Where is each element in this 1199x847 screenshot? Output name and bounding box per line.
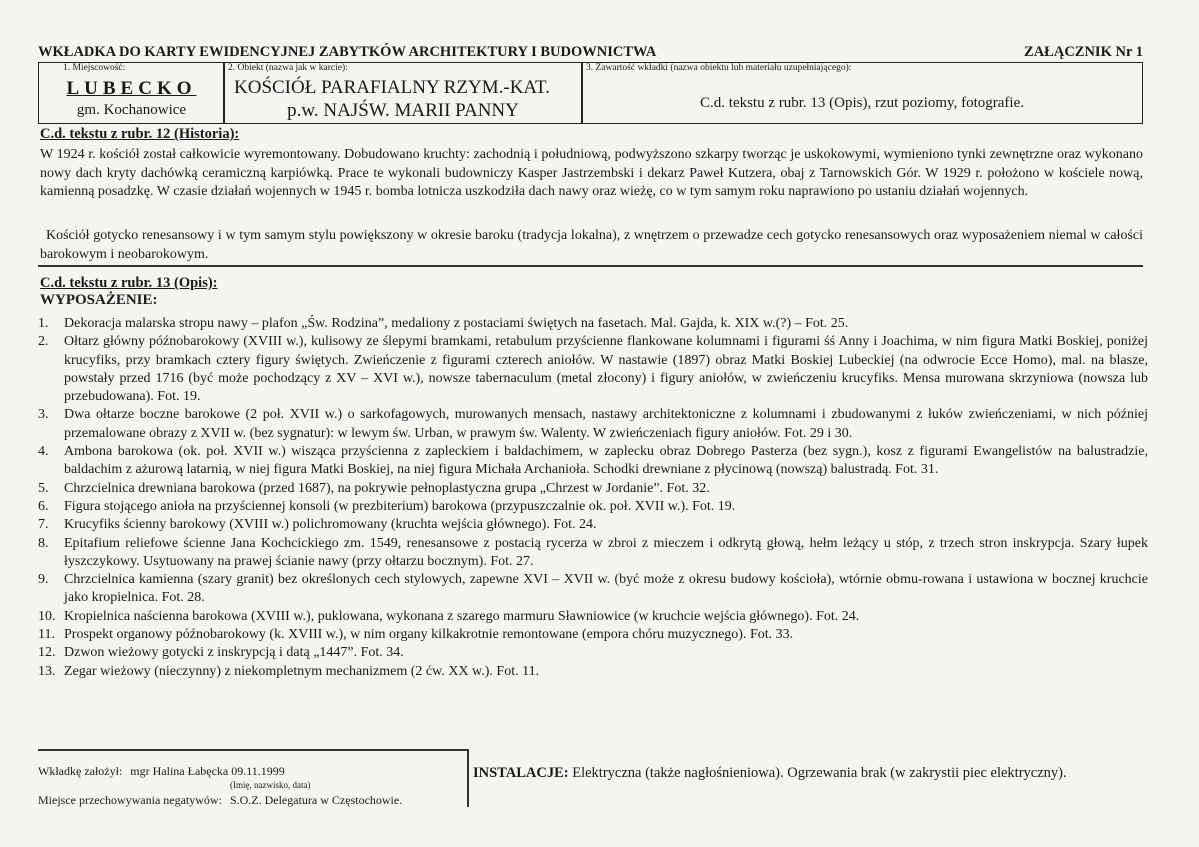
description-heading: C.d. tekstu z rubr. 13 (Opis): [40, 275, 218, 291]
equipment-item-text: Kropielnica naścienna barokowa (XVIII w.), puklowana, wykonana z szarego marmuru Sławniowice (w kruchcie wejścia głównego). Fot. 24. [64, 608, 860, 624]
installations-label: INSTALACJE: [473, 765, 569, 781]
equipment-item [38, 571, 1148, 608]
storage-line [38, 793, 402, 808]
author-value: mgr Halina Łabęcka 09.11.1999 [130, 764, 285, 778]
equipment-item [38, 516, 1148, 534]
equipment-item-text: Ambona barokowa (ok. poł. XVII w.) wisząca przyścienna z zapleckiem i baldachimem, w zaplecku obraz Dobrego Pasterza (bez sygn.), kosz z figurami Ewangelistów na balustradzie, baldachim z ażurową latarnią, w niej figura Matki Boskiej, na niej figura Michała Archanioła. Schodki drewniane z płycinową (nowszą) balustradą. Fot. 31. [64, 444, 1148, 478]
field-object [223, 62, 583, 124]
field-contents [581, 62, 1143, 124]
equipment-item-number: 4. [38, 444, 49, 460]
equipment-item [38, 443, 1148, 480]
equipment-item-text: Ołtarz główny późnobarokowy (XVIII w.), kulisowy ze ślepymi bramkami, retabulum przyścienne flankowane kolumnami i figurami śś Anny i Joachima, w nim figura Matki Boskiej, poniżej krucyfiks, przy bramkach cztery figury świętych. Zwieńczenie z figurami czterech aniołów. W nastawie (1897) obraz Matki Boskiej Lubeckiej (na odwrocie Ecce Homo), mal. na blasze, powstały przed 1716 (być może pochodzący z XV – XVI w.), nowsze tabernaculum (metal złocony) i figury aniołów, w zwieńczeniu krucyfiks. Mensa murowana skrzyniowa (nowsza lub przebudowana). Fot. 19. [64, 334, 1148, 405]
field-object-label: 2. Obiekt (nazwa jak w karcie): [228, 63, 348, 73]
footer-vertical-divider [467, 749, 469, 807]
equipment-item-number: 1. [38, 316, 49, 331]
history-heading: C.d. tekstu z rubr. 12 (Historia): [40, 126, 240, 142]
equipment-item-number: 7. [38, 517, 49, 533]
equipment-item [38, 644, 1148, 662]
equipment-item [38, 608, 1148, 626]
equipment-item-text: Zegar wieżowy (nieczynny) z niekompletnym mechanizmem (2 ćw. XX w.). Fot. 11. [64, 663, 540, 679]
author-hint: (Imię, nazwisko, data) [230, 780, 311, 790]
equipment-item-number: 12. [38, 645, 56, 661]
equipment-item-text: Dwa ołtarze boczne barokowe (2 poł. XVII w.) o sarkofagowych, murowanych mensach, nastawy architektoniczne z kolumnami i zbudowanymi z łuków zwieńczeniami, w nich później przemalowane obrazy z XVII w. (bez sygnatur): w lewym św. Urban, w prawym św. Walenty. W zwieńczeniach figury aniołów. Fot. 29 i 30. [64, 407, 1148, 441]
equipment-item-number: 6. [38, 498, 49, 514]
storage-value: S.O.Z. Delegatura w Częstochowie. [229, 793, 403, 807]
equipment-item-number: 9. [38, 572, 49, 588]
equipment-item-number: 2. [38, 334, 49, 350]
equipment-item [38, 498, 1148, 516]
equipment-item-text: Chrzcielnica kamienna (szary granit) bez określonych cech stylowych, zapewne XVI – XVII w. (być może z okresu budowy kościoła), wtórnie obmu-rowana i ustawiona w bocznej kruchcie jako kropielnica. Fot. 28. [64, 572, 1148, 606]
equipment-item-text: Dekoracja malarska stropu nawy – plafon „Św. Rodzina”, medaliony z postaciami świętych na fasetach. Mal. Gajda, k. XIX w.(?) – Fot. 25. [64, 316, 849, 331]
equipment-item-text: Figura stojącego anioła na przyściennej konsoli (w prezbiterium) barokowa (przypuszczalnie ok. poł. XVII w.). Fot. 19. [64, 498, 736, 514]
locality-value: LUBECKO [66, 78, 197, 99]
installations-text: Elektryczna (także nagłośnieniowa). Ogrzewania brak (w zakrystii piec elektryczny). [572, 765, 1067, 781]
field-locality [38, 62, 225, 124]
equipment-item-number: 8. [38, 535, 49, 551]
equipment-item-text: Prospekt organowy późnobarokowy (k. XVIII w.), w nim organy kilkakrotnie remontowane (empora chóru muzycznego). Fot. 33. [64, 627, 794, 643]
equipment-item [38, 315, 1148, 333]
equipment-item-number: 3. [38, 407, 49, 423]
equipment-item [38, 626, 1148, 644]
field-locality-label: 1. Miejscowość: [63, 63, 126, 73]
equipment-item [38, 663, 1148, 681]
footer-divider-left [38, 749, 468, 751]
section-divider [38, 265, 1143, 267]
field-contents-label: 3. Zawartość wkładki (nazwa obiektu lub materiału uzupełniającego): [586, 63, 852, 73]
equipment-item-text: Dzwon wieżowy gotycki z inskrypcją i datą „1447”. Fot. 34. [64, 645, 404, 661]
object-name-line2: p.w. NAJŚW. MARII PANNY [287, 100, 519, 121]
annex-label: ZAŁĄCZNIK Nr 1 [1024, 44, 1143, 60]
object-name-line1: KOŚCIÓŁ PARAFIALNY RZYM.-KAT. [234, 77, 550, 98]
contents-value: C.d. tekstu z rubr. 13 (Opis), rzut poziomy, fotografie. [700, 95, 1024, 111]
author-label: Wkładkę założył: [38, 764, 123, 778]
equipment-heading: WYPOSAŻENIE: [40, 292, 158, 308]
header [38, 44, 1143, 62]
history-paragraph-2: Kościół gotycko renesansowy i w tym samym stylu powiększony w okresie baroku (tradycja lokalna), z wnętrzem o przewadze cech gotycko renesansowych oraz wyposażeniem niemal w całości barokowym i neobarokowym. [40, 228, 1143, 262]
equipment-item [38, 535, 1148, 572]
equipment-item-text: Epitafium reliefowe ścienne Jana Kochcickiego zm. 1549, renesansowe z postacią rycerza w zbroi z mieczem i odkrytą głową, hełm leżący u stóp, z trzech stron inskrypcja. Szary łupek łyszczykowy. Usytuowany na prawej ścianie nawy (przy ołtarzu bocznym). Fot. 27. [64, 535, 1148, 569]
municipality: gm. Kochanowice [76, 102, 187, 118]
equipment-item-text: Krucyfiks ścienny barokowy (XVIII w.) polichromowany (kruchta wejścia głównego). Fot. 24. [64, 517, 597, 533]
equipment-item [38, 480, 1148, 498]
installations [473, 764, 1149, 783]
equipment-list [38, 315, 1148, 681]
history-paragraph-1: W 1924 r. kościół został całkowicie wyremontowany. Dobudowano kruchty: zachodnią i południową, podwyższono szkarpy tworząc je uskokowymi, wymieniono tynki zewnętrzne oraz wykonano nowy dach kryty dachówką ceramiczną karpiówką. Prace te wykonali budowniczy Kasper Jastrzembski i dekarz Paweł Kutzera, obaj z Tarnowskich Gór. W 1929 r. położono w kościele nową, kamienną posadzkę. W czasie działań wojennych w 1945 r. bomba lotnicza uszkodziła dach nawy oraz wieżę, co w tym samym roku naprawiono po ustaniu działań wojennych. [40, 147, 1143, 200]
storage-label: Miejsce przechowywania negatywów: [38, 793, 222, 807]
equipment-item [38, 333, 1148, 406]
author-line [38, 764, 285, 779]
document-title: WKŁADKA DO KARTY EWIDENCYJNEJ ZABYTKÓW ARCHITEKTURY I BUDOWNICTWA [38, 44, 657, 60]
equipment-item-number: 13. [38, 663, 56, 679]
equipment-item-number: 5. [38, 480, 49, 496]
equipment-item-number: 10. [38, 608, 56, 624]
equipment-item-text: Chrzcielnica drewniana barokowa (przed 1687), na pokrywie pełnoplastyczna grupa „Chrzest w Jordanie”. Fot. 32. [64, 480, 710, 496]
equipment-item-number: 11. [38, 627, 55, 643]
equipment-item [38, 406, 1148, 443]
